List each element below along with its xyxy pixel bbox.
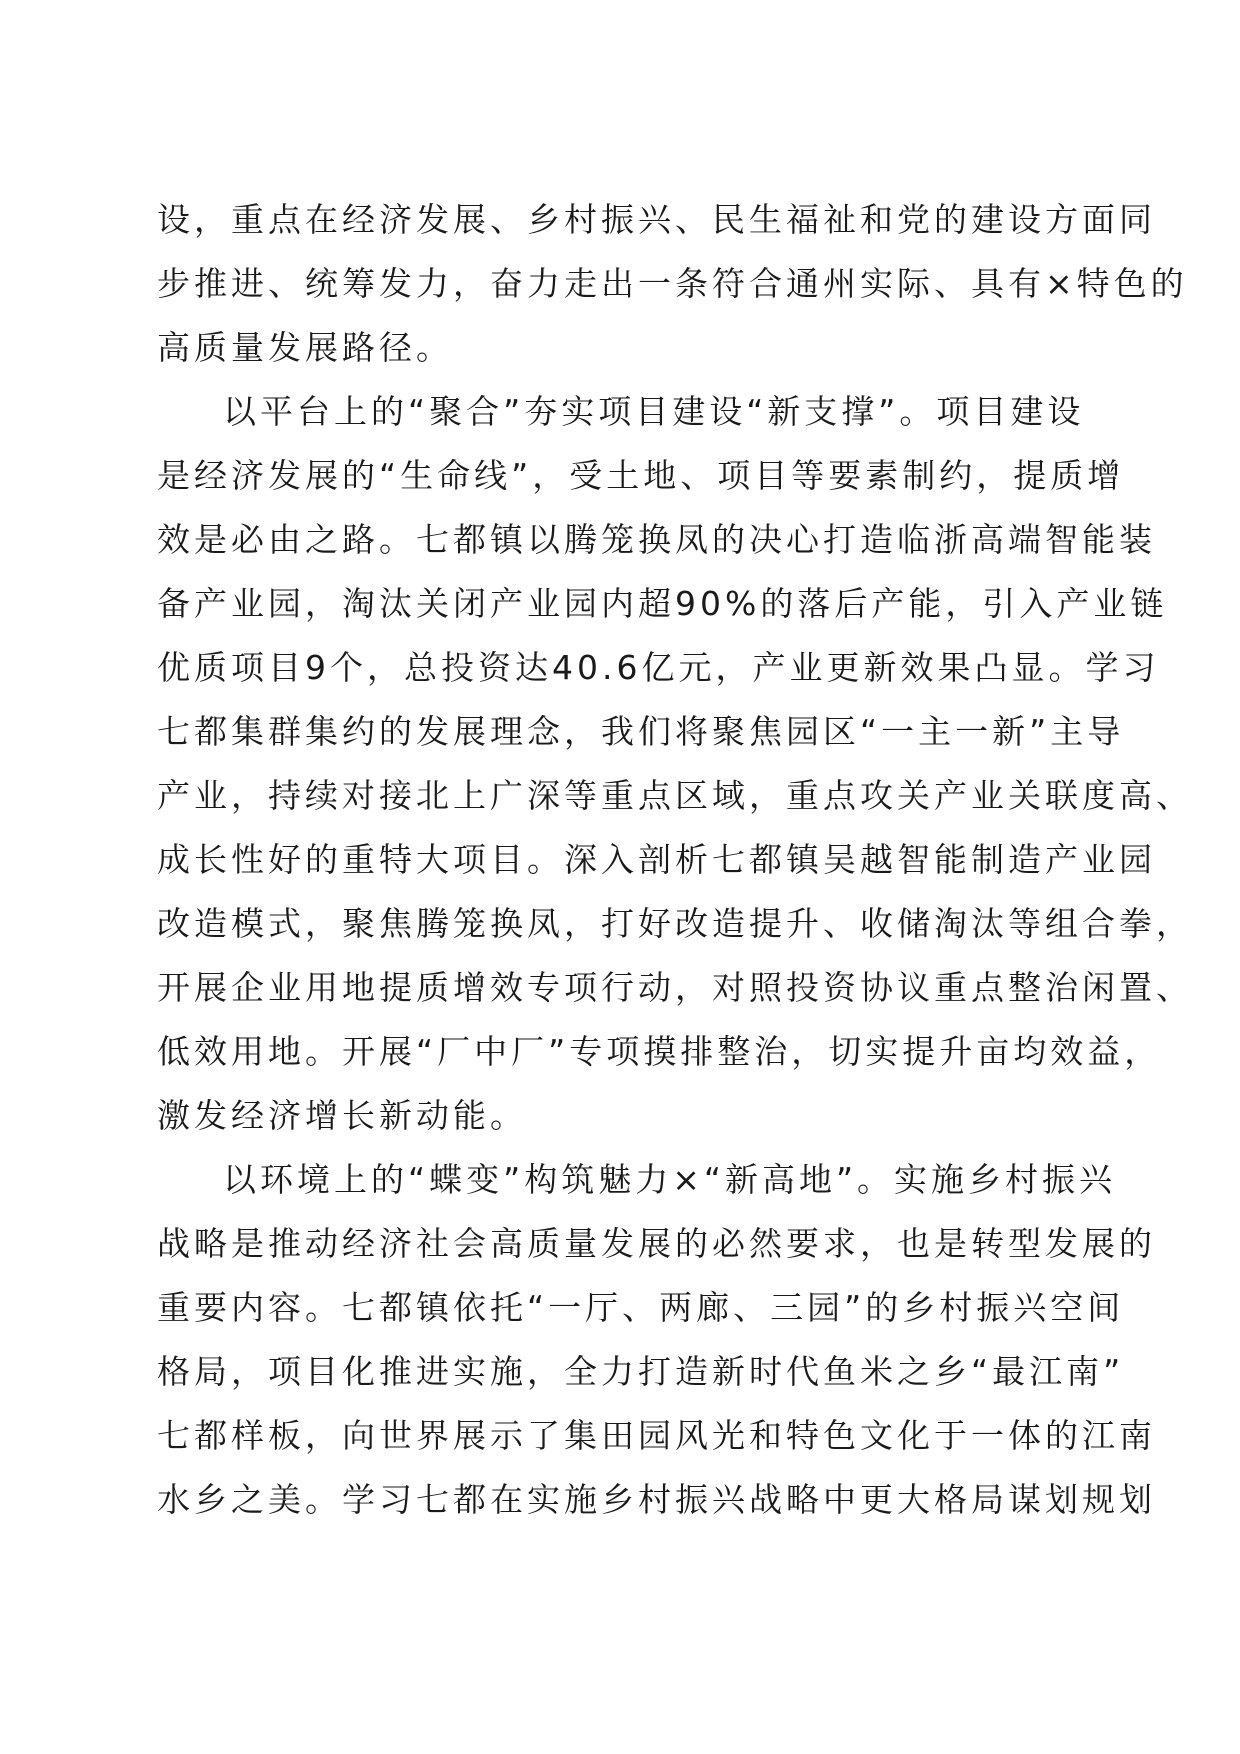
text-line: 产业，持续对接北上广深等重点区域，重点攻关产业关联度高、 — [157, 776, 1193, 815]
text-line: 激发经济增长新动能。 — [157, 1096, 527, 1135]
text-line: 备产业园，淘汰关闭产业园内超90%的落后产能，引入产业链 — [157, 584, 1168, 623]
text-line: 设，重点在经济发展、乡村振兴、民生福祉和党的建设方面同 — [157, 200, 1156, 239]
text-line: 七都样板，向世界展示了集田园风光和特色文化于一体的江南 — [157, 1416, 1156, 1455]
body-text — [157, 188, 1193, 1532]
text-line: 重要内容。七都镇依托“一厅、两廊、三园”的乡村振兴空间 — [157, 1288, 1125, 1327]
text-line: 战略是推动经济社会高质量发展的必然要求，也是转型发展的 — [157, 1224, 1156, 1263]
text-line: 改造模式，聚焦腾笼换凤，打好改造提升、收储淘汰等组合拳， — [157, 904, 1193, 943]
text-line: 七都集群集约的发展理念，我们将聚焦园区“一主一新”主导 — [157, 712, 1125, 751]
text-line: 效是必由之路。七都镇以腾笼换凤的决心打造临浙高端智能装 — [157, 520, 1156, 559]
text-line: 优质项目9个，总投资达40.6亿元，产业更新效果凸显。学习 — [157, 648, 1160, 687]
text-line: 低效用地。开展“厂中厂”专项摸排整治，切实提升亩均效益， — [157, 1032, 1162, 1071]
paragraph-heading-line: 以环境上的“蝶变”构筑魅力×“新高地”。实施乡村振兴 — [223, 1160, 1117, 1199]
text-line: 开展企业用地提质增效专项行动，对照投资协议重点整治闲置、 — [157, 968, 1193, 1007]
text-line: 是经济发展的“生命线”，受土地、项目等要素制约，提质增 — [157, 456, 1125, 495]
text-line: 格局，项目化推进实施，全力打造新时代鱼米之乡“最江南” — [157, 1352, 1125, 1391]
text-line: 成长性好的重特大项目。深入剖析七都镇吴越智能制造产业园 — [157, 840, 1156, 879]
text-line: 步推进、统筹发力，奋力走出一条符合通州实际、具有×特色的 — [157, 264, 1188, 303]
paragraph-heading-line: 以平台上的“聚合”夯实项目建设“新支撑”。项目建设 — [223, 392, 1085, 431]
text-line: 高质量发展路径。 — [157, 328, 453, 367]
text-line: 水乡之美。学习七都在实施乡村振兴战略中更大格局谋划规划 — [157, 1480, 1156, 1519]
